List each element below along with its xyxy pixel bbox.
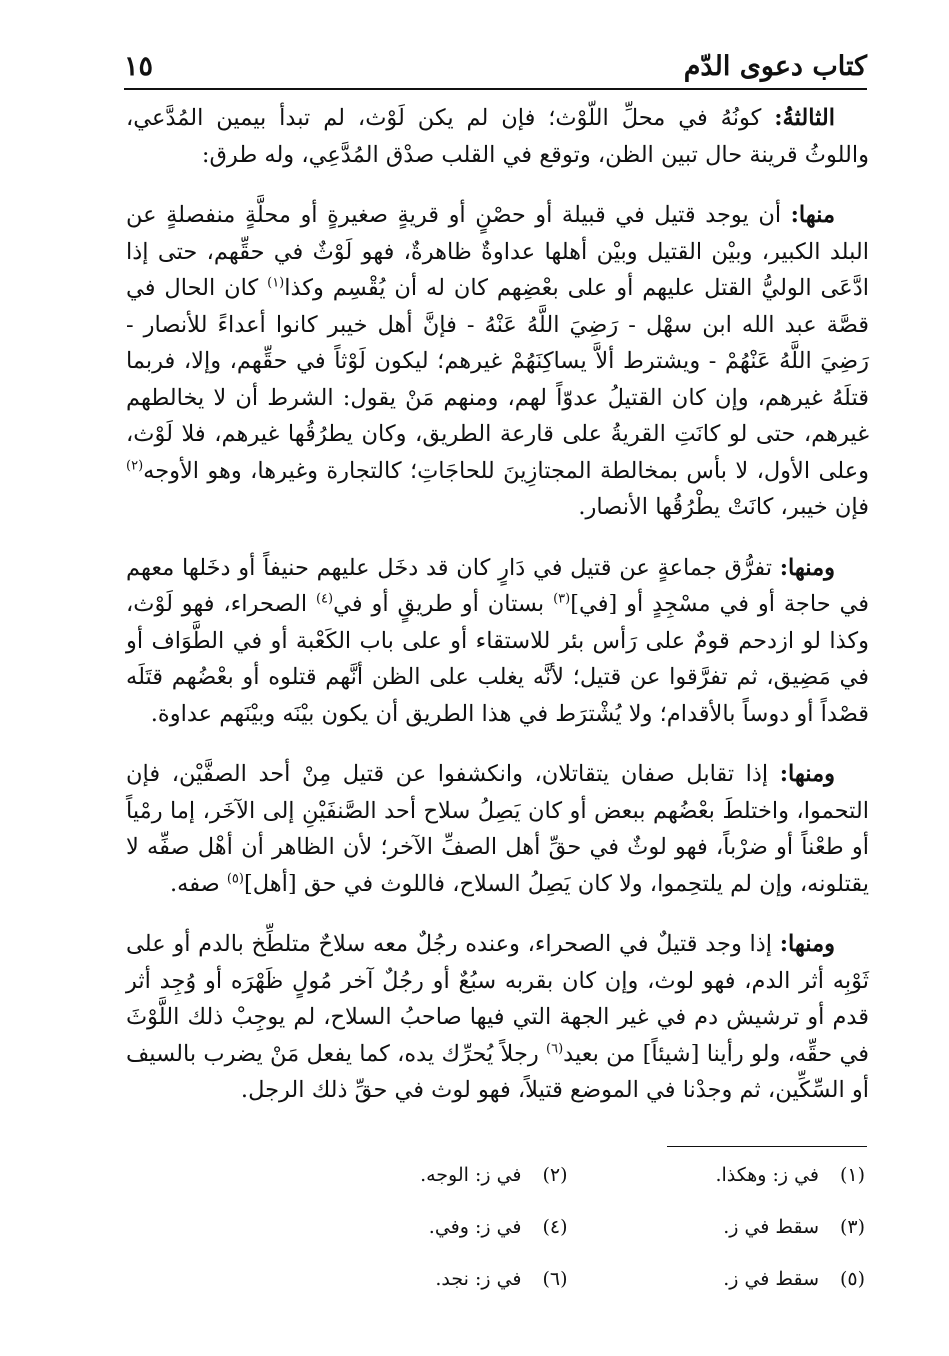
paragraph-third-condition bbox=[126, 100, 869, 173]
footnote-number: (٢) bbox=[542, 1164, 568, 1186]
running-header bbox=[124, 44, 867, 90]
paragraph-lead: ومنها: bbox=[779, 931, 835, 957]
paragraph-text: الصحراء، فهو لَوْث، وكذا لو ازدحم قومٌ على رَأس بئر للاستقاء أو على باب الكَعْبة أو في الطَّوَاف أو في مَضِيق، ثم تفرَّقوا عن قتيل؛ لأنَّه يغلب على الظن أنَّهم قتلوه أو بعْضُهم قتَلَه قصْداً أو دوساً بالأقدام؛ ولا يُشْترَط في هذا الطريق أن يكون بيْنَه وبيْنَهم عداوة. bbox=[126, 591, 869, 727]
paragraph-text: تفرُّق جماعةٍ عن قتيل في دَارٍ كان قد دخَل عليهم حنيفاً أو دخَلها معهم في حاجة أو في مسْجِدٍ أو [في] bbox=[126, 554, 869, 617]
paragraph-lead: ومنها: bbox=[779, 761, 835, 787]
footnote-text: في ز: وفي. bbox=[428, 1216, 522, 1238]
footnote-number: (١) bbox=[839, 1164, 865, 1186]
footnote-item bbox=[628, 1212, 866, 1242]
paragraph-lead: منها: bbox=[790, 202, 835, 228]
paragraph-text: رجلاً يُحرِّك يده، كما يفعل مَنْ يضرب بالسيف أو السِّكِّين، ثم وجدْنا في الموضع قتيلاً، فهو لوث في حقِّ ذلك الرجل. bbox=[126, 1040, 869, 1103]
footnote-number: (٣) bbox=[839, 1216, 865, 1238]
paragraph-lead: الثالثةُ: bbox=[774, 105, 835, 131]
footnote-ref[interactable]: (٥) bbox=[226, 871, 244, 886]
paragraph-text: أن يوجد قتيل في قبيلة أو حصْنٍ أو قريةٍ صغيرةٍ أو محلَّةٍ منفصلةٍ عن البلد الكبير، وبيْن القتيل وبيْن أهلها عداوةٌ ظاهرةٌ، فهو لَوْثٌ في حقِّهم، حتى إذا ادَّعَى الوليُّ القتل عليهم أو على بعْضِهم كان له أن يُقْسِم وكذا bbox=[126, 202, 869, 301]
paragraph-method-2 bbox=[126, 550, 869, 733]
footnote-number: (٤) bbox=[542, 1216, 568, 1238]
paragraph-text: فإن خيبر، كانَتْ يطْرُقُها الأنصار. bbox=[578, 494, 869, 520]
footnote-item bbox=[330, 1264, 568, 1294]
footnote-text: في ز: وهكذا. bbox=[715, 1164, 819, 1186]
footnote-item bbox=[330, 1212, 568, 1242]
footnote-item bbox=[628, 1160, 866, 1190]
footnote-text: في ز: نجد. bbox=[435, 1268, 522, 1290]
footnotes bbox=[330, 1160, 865, 1294]
paragraph-lead: ومنها: bbox=[779, 554, 835, 581]
footnote-number: (٦) bbox=[542, 1268, 568, 1290]
paragraph-method-3 bbox=[126, 756, 869, 902]
footnote-ref[interactable]: (٤) bbox=[315, 591, 334, 607]
paragraph-text: كونُهُ في محلِّ اللّوْث؛ فإن لم يكن لَوْث، لم تبدأ بيمين المُدَّعي، واللوثُ قرينة حال تبين الظن، وتوقع في القلب صدْق المُدَّعِي، وله طرق: bbox=[126, 105, 869, 168]
paragraph-method-1 bbox=[126, 197, 869, 526]
paragraph-text: بستان أو طريقٍ أو في bbox=[333, 591, 554, 617]
paragraph-text: صفه. bbox=[169, 870, 227, 897]
paragraph-text: إذا تقابل صفان يتقاتلان، وانكشفوا عن قتيل مِنْ أحد الصفَّيْن، فإن التحموا، واختلطَ بعْضُهم ببعض أو كان يَصِلُ سلاح أحد الصَّنفَيْنِ إلى الآخَر، إما رمْياً أو طعْناً أو ضرْباً، فهو لوثٌ في حقِّ أهل الصفِّ الآخر؛ لأن الظاهر أن أهْل صفِّه لا يقتلونه، وإن لم يلتحِموا، ولا كان يَصِلُ السلاح، فاللوث في حق [أهل] bbox=[126, 761, 869, 897]
footnote-text: في ز: الوجه. bbox=[420, 1164, 522, 1186]
paragraph-text: إذا وجد قتيلٌ في الصحراء، وعنده رجُلٌ معه سلاحٌ متلطِّخ بالدم أو على ثَوْبِه أثر الدم، فهو لوث، وإن كان بقربه سبُعٌ أو رجُلٌ آخر مُولٍ ظَهْرَه أو وُجِد أثر قدم أو ترشيش دم في غير الجهة التي فيها صاحبُ السلاح، لم يوجِبْ ذلك اللَّوْثَ في حقِّه، ولو رأينا [شيئاً] من بعيد bbox=[126, 931, 869, 1067]
footnote-ref[interactable]: (٦) bbox=[546, 1041, 564, 1056]
footnote-ref[interactable]: (٢) bbox=[126, 458, 144, 473]
footnote-number: (٥) bbox=[839, 1268, 865, 1290]
page-number: ١٥ bbox=[124, 51, 154, 82]
paragraph-text: كان الحال في قصَّة عبد الله ابن سهْل - رَضِيَ اللَّهُ عَنْهُ - فإنَّ أهل خيبر كانوا أعداءً للأنصار - رَضِيَ اللَّهُ عَنْهُمْ - ويشترط ألاَّ يساكِنَهُمْ غيرهم؛ ليكون لَوْثاً في حقِّهم، وإلا، فربما قتلَهُ غيرهم، وإن كان القتيلُ عدوّاً لهم، ومنهم مَنْ يقول: الشرط أن لا يخالطهم غيرهم، حتى لو كانَتِ القريةُ على قارعة الطريق، وكان يطرُقُها غيرهم، فلا لَوْث، وعلى الأول، لا بأس بمخالطة المجتازِينَ للحاجَاتِ؛ كالتجارة وغيرها، وهو الأوجه bbox=[126, 275, 869, 484]
footnote-text: سقط في ز. bbox=[723, 1268, 819, 1290]
paragraph-method-4 bbox=[126, 926, 869, 1109]
footnote-item bbox=[628, 1264, 866, 1294]
footnote-ref[interactable]: (٣) bbox=[553, 591, 571, 607]
main-text bbox=[126, 100, 869, 1133]
footnote-text: سقط في ز. bbox=[723, 1216, 819, 1238]
footnote-ref[interactable]: (١) bbox=[267, 275, 285, 291]
footnote-item bbox=[330, 1160, 568, 1190]
book-title: كتاب دعوى الدّم bbox=[683, 51, 867, 82]
footnote-divider bbox=[667, 1146, 867, 1147]
